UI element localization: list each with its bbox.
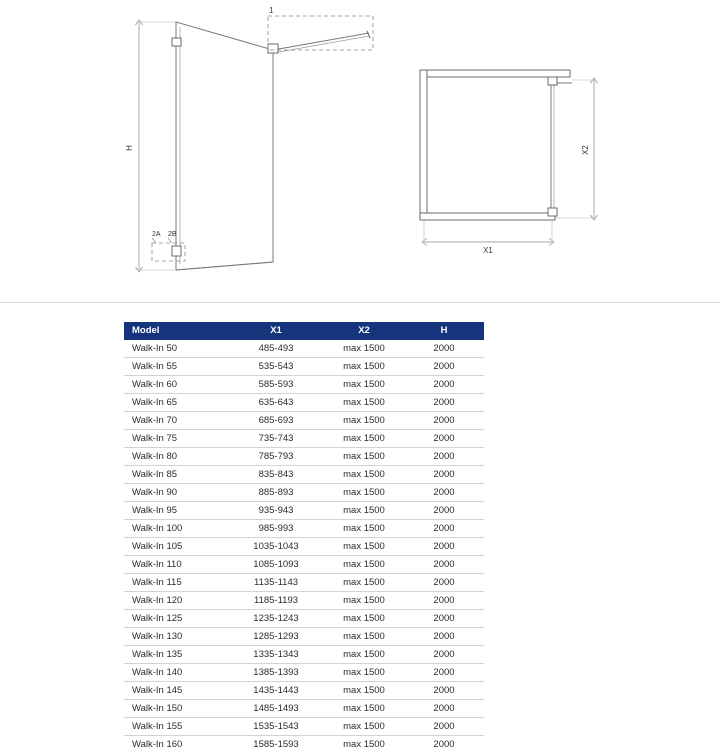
- cell-x1: 785-793: [228, 448, 324, 466]
- cell-x1: 985-993: [228, 520, 324, 538]
- table-row: [124, 700, 484, 718]
- cell-model: Walk-In 60: [124, 376, 228, 394]
- table-row: [124, 556, 484, 574]
- label-detail-marker: 1: [269, 6, 274, 15]
- cell-x1: 1285-1293: [228, 628, 324, 646]
- table-row: [124, 502, 484, 520]
- label-height: H: [125, 145, 134, 151]
- table-row: [124, 394, 484, 412]
- table-row: [124, 646, 484, 664]
- cell-x2: max 1500: [324, 502, 404, 520]
- cell-x2: max 1500: [324, 430, 404, 448]
- cell-model: Walk-In 135: [124, 646, 228, 664]
- cell-x2: max 1500: [324, 664, 404, 682]
- label-x2: X2: [581, 145, 590, 155]
- cell-x2: max 1500: [324, 394, 404, 412]
- table-row: [124, 538, 484, 556]
- label-wall-thickness-a: 2A: [152, 231, 161, 238]
- cell-x2: max 1500: [324, 682, 404, 700]
- cell-x2: max 1500: [324, 628, 404, 646]
- cell-h: 2000: [404, 556, 484, 574]
- cell-model: Walk-In 160: [124, 736, 228, 753]
- cell-x1: 1435-1443: [228, 682, 324, 700]
- cell-x2: max 1500: [324, 556, 404, 574]
- table-row: [124, 448, 484, 466]
- cell-x1: 1185-1193: [228, 592, 324, 610]
- cell-model: Walk-In 145: [124, 682, 228, 700]
- cell-x2: max 1500: [324, 646, 404, 664]
- cell-x2: max 1500: [324, 340, 404, 358]
- cell-x1: 1535-1543: [228, 718, 324, 736]
- dimensions-table: [124, 322, 484, 753]
- cell-x1: 685-693: [228, 412, 324, 430]
- cell-h: 2000: [404, 412, 484, 430]
- table-row: [124, 340, 484, 358]
- cell-h: 2000: [404, 502, 484, 520]
- cell-model: Walk-In 90: [124, 484, 228, 502]
- table-row: [124, 358, 484, 376]
- table-header-row: [124, 322, 484, 340]
- cell-model: Walk-In 130: [124, 628, 228, 646]
- table-row: [124, 376, 484, 394]
- cell-x2: max 1500: [324, 736, 404, 753]
- cell-x1: 1385-1393: [228, 664, 324, 682]
- cell-model: Walk-In 140: [124, 664, 228, 682]
- label-x1: X1: [483, 246, 493, 255]
- cell-x1: 535-543: [228, 358, 324, 376]
- dimensions-table-container: [124, 322, 484, 753]
- cell-x1: 485-493: [228, 340, 324, 358]
- cell-h: 2000: [404, 538, 484, 556]
- cell-h: 2000: [404, 736, 484, 753]
- cell-h: 2000: [404, 340, 484, 358]
- cell-x2: max 1500: [324, 484, 404, 502]
- cell-h: 2000: [404, 610, 484, 628]
- table-row: [124, 574, 484, 592]
- cell-h: 2000: [404, 376, 484, 394]
- cell-x1: 935-943: [228, 502, 324, 520]
- cell-x2: max 1500: [324, 700, 404, 718]
- cell-x2: max 1500: [324, 448, 404, 466]
- technical-drawings: [0, 0, 720, 300]
- section-divider: [0, 302, 720, 303]
- cell-h: 2000: [404, 394, 484, 412]
- cell-x2: max 1500: [324, 538, 404, 556]
- cell-h: 2000: [404, 628, 484, 646]
- column-header-x2: X2: [324, 322, 404, 340]
- cell-x1: 635-643: [228, 394, 324, 412]
- label-wall-thickness-b: 2B: [168, 231, 177, 238]
- cell-x2: max 1500: [324, 376, 404, 394]
- cell-x2: max 1500: [324, 592, 404, 610]
- table-row: [124, 736, 484, 753]
- column-header-h: H: [404, 322, 484, 340]
- cell-h: 2000: [404, 682, 484, 700]
- table-row: [124, 520, 484, 538]
- table-row: [124, 664, 484, 682]
- cell-model: Walk-In 95: [124, 502, 228, 520]
- cell-x2: max 1500: [324, 574, 404, 592]
- cell-x2: max 1500: [324, 610, 404, 628]
- cell-model: Walk-In 105: [124, 538, 228, 556]
- cell-h: 2000: [404, 484, 484, 502]
- cell-model: Walk-In 85: [124, 466, 228, 484]
- table-body: [124, 340, 484, 753]
- column-header-model: Model: [124, 322, 228, 340]
- cell-x1: 1585-1593: [228, 736, 324, 753]
- column-header-x1: X1: [228, 322, 324, 340]
- cell-x2: max 1500: [324, 412, 404, 430]
- cell-model: Walk-In 120: [124, 592, 228, 610]
- cell-x2: max 1500: [324, 358, 404, 376]
- plan-view: [420, 70, 598, 246]
- cell-model: Walk-In 115: [124, 574, 228, 592]
- cell-x2: max 1500: [324, 466, 404, 484]
- cell-x1: 1335-1343: [228, 646, 324, 664]
- table-row: [124, 610, 484, 628]
- cell-x1: 585-593: [228, 376, 324, 394]
- cell-x1: 885-893: [228, 484, 324, 502]
- table-row: [124, 412, 484, 430]
- cell-h: 2000: [404, 700, 484, 718]
- cell-model: Walk-In 80: [124, 448, 228, 466]
- cell-x1: 1135-1143: [228, 574, 324, 592]
- cell-h: 2000: [404, 664, 484, 682]
- table-row: [124, 484, 484, 502]
- cell-model: Walk-In 110: [124, 556, 228, 574]
- cell-model: Walk-In 150: [124, 700, 228, 718]
- cell-model: Walk-In 65: [124, 394, 228, 412]
- cell-x1: 1035-1043: [228, 538, 324, 556]
- cell-h: 2000: [404, 448, 484, 466]
- cell-x1: 835-843: [228, 466, 324, 484]
- cell-model: Walk-In 70: [124, 412, 228, 430]
- cell-h: 2000: [404, 718, 484, 736]
- table-row: [124, 466, 484, 484]
- cell-x2: max 1500: [324, 718, 404, 736]
- cell-h: 2000: [404, 430, 484, 448]
- table-row: [124, 592, 484, 610]
- drawing-svg: [0, 0, 720, 300]
- cell-h: 2000: [404, 646, 484, 664]
- cell-h: 2000: [404, 520, 484, 538]
- cell-model: Walk-In 125: [124, 610, 228, 628]
- cell-model: Walk-In 155: [124, 718, 228, 736]
- cell-x1: 1085-1093: [228, 556, 324, 574]
- cell-h: 2000: [404, 466, 484, 484]
- cell-model: Walk-In 75: [124, 430, 228, 448]
- table-row: [124, 628, 484, 646]
- cell-model: Walk-In 50: [124, 340, 228, 358]
- cell-model: Walk-In 100: [124, 520, 228, 538]
- table-row: [124, 682, 484, 700]
- cell-x1: 735-743: [228, 430, 324, 448]
- cell-h: 2000: [404, 592, 484, 610]
- table-row: [124, 430, 484, 448]
- cell-x1: 1485-1493: [228, 700, 324, 718]
- cell-x2: max 1500: [324, 520, 404, 538]
- table-row: [124, 718, 484, 736]
- cell-h: 2000: [404, 574, 484, 592]
- cell-x1: 1235-1243: [228, 610, 324, 628]
- cell-h: 2000: [404, 358, 484, 376]
- cell-model: Walk-In 55: [124, 358, 228, 376]
